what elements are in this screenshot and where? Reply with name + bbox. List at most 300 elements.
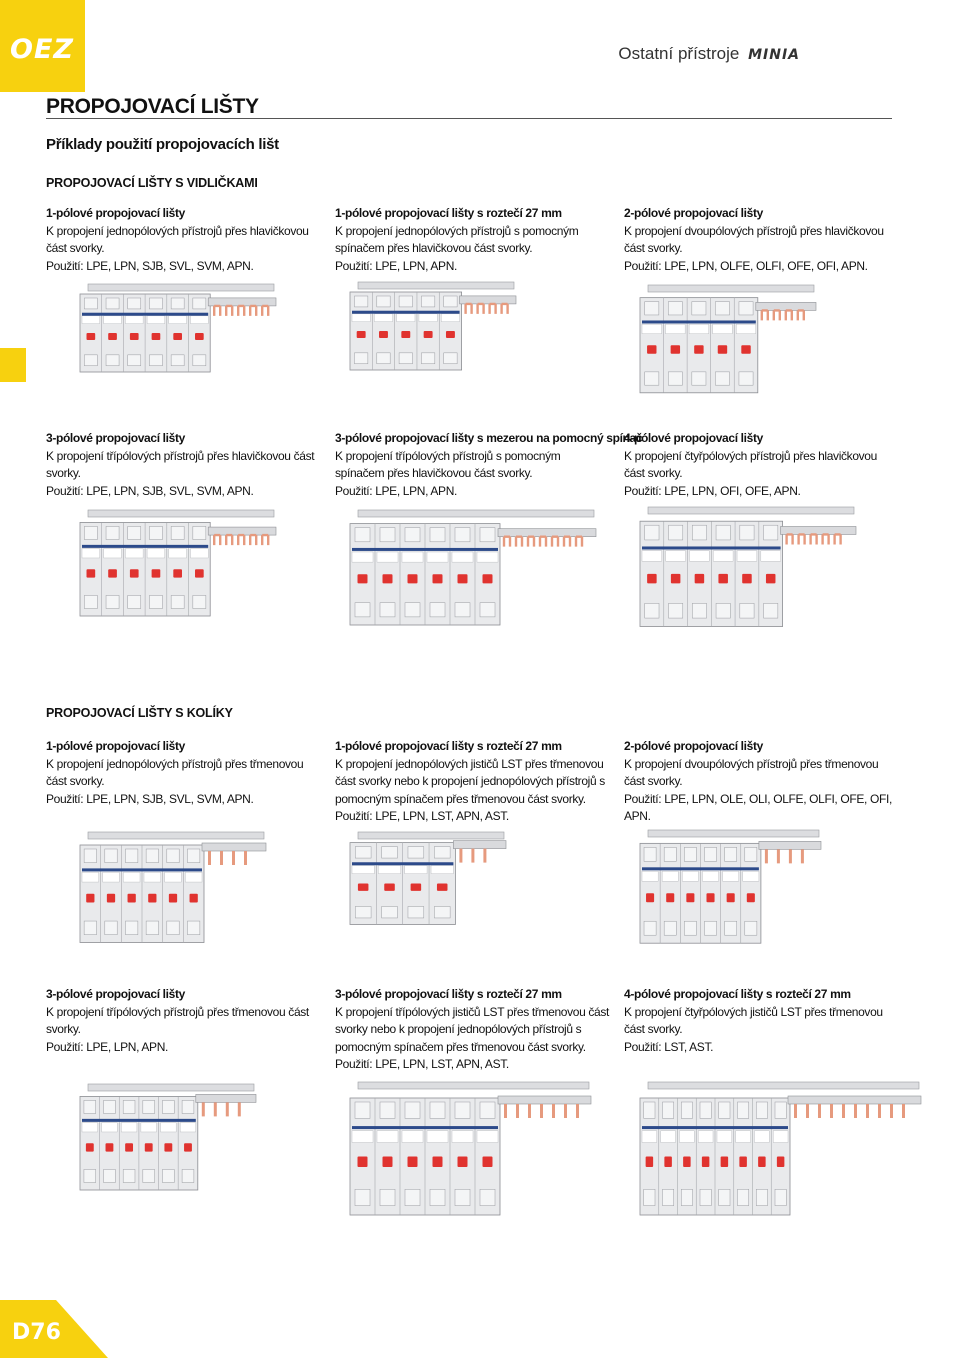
terminal-bottom (408, 906, 424, 917)
busbar (358, 510, 594, 517)
terminal-bottom (171, 355, 184, 366)
busbar-fork (226, 535, 232, 545)
terminal-top (405, 528, 420, 542)
terminal-top (84, 526, 97, 539)
breaker-handle (694, 345, 703, 354)
item-title: 3-pólové propojovací lišty s mezerou na pomocný spínač (335, 431, 643, 445)
header-category-label: Ostatní přístroje (618, 44, 740, 63)
terminal-top (756, 1102, 767, 1118)
device-drawing (70, 1082, 260, 1202)
section-heading-fork: PROPOJOVACÍ LIŠTY S VIDLIČKAMI (46, 176, 258, 190)
item-block (46, 986, 321, 1056)
busbar-pin (504, 1104, 507, 1118)
terminal-top (399, 296, 412, 307)
header-brand: MINIA (748, 47, 800, 63)
terminal-top (669, 525, 683, 540)
breaker-handle (721, 1157, 729, 1168)
busbar-fork (214, 535, 220, 545)
busbar-pin (471, 849, 474, 863)
busbar-fork (528, 537, 534, 547)
item-usage: Použití: LPE, LPN, APN. (335, 483, 458, 498)
terminal-top (355, 528, 370, 542)
busbar-extension (208, 298, 276, 306)
busbar-pin (866, 1104, 869, 1118)
terminal-top (480, 1102, 495, 1118)
item-description: K propojení jednopólových jističů LST přes třmenovou část svorky nebo k propojení jednopólových přístrojů s pomocným spínačem přes třmenovou část svorky. (335, 756, 605, 806)
terminal-top (380, 528, 395, 542)
breaker-handle (379, 331, 388, 338)
item-title: 3-pólové propojovací lišty s roztečí 27 mm (335, 987, 562, 1001)
device-drawing (630, 828, 825, 956)
busbar-illustration (70, 508, 280, 628)
breaker-handle (164, 1143, 172, 1151)
busbar-pin (459, 849, 462, 863)
item-block (624, 205, 899, 275)
terminal-top (444, 296, 457, 307)
terminal-bottom (668, 372, 682, 385)
terminal-top (355, 847, 371, 858)
terminal-bottom (380, 603, 395, 617)
terminal-top (104, 1100, 116, 1113)
busbar-pin (878, 1104, 881, 1118)
terminal-top (377, 296, 390, 307)
busbar-extension (788, 1096, 921, 1104)
item-title: 3-pólové propojovací lišty (46, 987, 185, 1001)
terminal-bottom (355, 603, 370, 617)
terminal-bottom (167, 921, 179, 935)
item-description: K propojení jednopólových přístrojů přes hlavičkovou část svorky. (46, 223, 309, 255)
breaker-handle (446, 331, 455, 338)
breaker-handle (702, 1157, 710, 1168)
busbar (358, 832, 504, 839)
breaker-handle (433, 574, 443, 583)
busbar-pin (902, 1104, 905, 1118)
item-usage: Použití: LPE, LPN, LST, APN, AST. (335, 1057, 509, 1071)
terminal-top (430, 1102, 445, 1118)
terminal-top (421, 296, 434, 307)
breaker-handle (747, 893, 755, 902)
terminal-top (738, 1102, 749, 1118)
terminal-bottom (684, 921, 696, 935)
busbar-pin (765, 849, 768, 863)
busbar-fork (811, 534, 817, 544)
busbar (648, 285, 814, 292)
busbar-illustration (340, 280, 520, 380)
breaker-handle (145, 1143, 153, 1151)
breaker-handle (718, 345, 727, 354)
device-drawing (340, 830, 510, 935)
busbar-pin (890, 1104, 893, 1118)
item-description: K propojení třípólových přístrojů přes hlavičkovou část svorky. (46, 448, 315, 480)
breaker-handle (384, 884, 395, 891)
item-description: K propojení jednopólových přístrojů přes třmenovou část svorky. (46, 756, 304, 788)
busbar-pin (818, 1104, 821, 1118)
breaker-handle (437, 884, 448, 891)
breaker-handle (458, 574, 468, 583)
terminal-bottom (764, 603, 778, 618)
terminal-bottom (704, 921, 716, 935)
busbar-fork (250, 535, 256, 545)
busbar-illustration (340, 830, 510, 935)
device-drawing (70, 508, 280, 628)
terminal-bottom (193, 595, 206, 608)
item-usage: Použití: LPE, LPN, APN. (335, 258, 458, 273)
item-usage: Použití: LPE, LPN, SJB, SVL, SVM, APN. (46, 791, 254, 806)
busbar-fork (540, 537, 546, 547)
busbar (648, 830, 819, 837)
breaker-handle (130, 569, 139, 577)
busbar-pin (483, 849, 486, 863)
busbar-pin (806, 1104, 809, 1118)
terminal-top (171, 298, 184, 309)
item-block (335, 205, 610, 275)
breaker-handle (424, 331, 433, 338)
terminal-top (644, 847, 656, 861)
breaker-handle (671, 345, 680, 354)
busbar-pin (220, 851, 223, 865)
terminal-top (355, 1102, 370, 1118)
breaker-handle (130, 333, 139, 340)
busbar-pin (214, 1102, 217, 1116)
terminal-bottom (399, 353, 412, 364)
busbar-illustration (630, 283, 820, 405)
busbar-fork (576, 537, 582, 547)
terminal-top (644, 1102, 655, 1118)
terminal-bottom (738, 1189, 749, 1205)
busbar-fork (226, 306, 232, 316)
terminal-bottom (382, 906, 398, 917)
terminal-bottom (716, 603, 730, 618)
terminal-bottom (644, 1189, 655, 1205)
terminal-top (775, 1102, 786, 1118)
item-block (624, 430, 899, 500)
breaker-handle (766, 574, 776, 583)
terminal-bottom (480, 603, 495, 617)
terminal-top (84, 849, 96, 863)
busbar-pin (232, 851, 235, 865)
item-description: K propojení třípólových jističů LST přes třmenovou část svorky nebo k propojení jednopólových přístrojů s pomocným spínačem přes třmenovou část svorky. (335, 1004, 610, 1054)
terminal-top (684, 847, 696, 861)
terminal-bottom (84, 921, 96, 935)
terminal-top (719, 1102, 730, 1118)
terminal-top (692, 525, 706, 540)
breaker-handle (190, 894, 198, 903)
breaker-handle (671, 574, 681, 583)
busbar-fork (502, 304, 508, 314)
device-drawing (340, 1080, 595, 1230)
item-title: 1-pólové propojovací lišty s roztečí 27 mm (335, 206, 562, 220)
item-block (46, 430, 321, 500)
breaker-handle (107, 894, 115, 903)
terminal-top (193, 298, 206, 309)
terminal-top (123, 1100, 135, 1113)
breaker-handle (358, 884, 369, 891)
item-title: 4-pólové propojovací lišty (624, 431, 763, 445)
terminal-bottom (663, 1189, 674, 1205)
terminal-bottom (146, 921, 158, 935)
terminal-top (182, 1100, 194, 1113)
breaker-handle (718, 574, 728, 583)
busbar-pin (516, 1104, 519, 1118)
terminal-bottom (669, 603, 683, 618)
busbar-pin (528, 1104, 531, 1118)
terminal-bottom (645, 372, 659, 385)
busbar-illustration (630, 828, 825, 956)
terminal-top (668, 302, 682, 315)
breaker-handle (686, 893, 694, 902)
terminal-bottom (664, 921, 676, 935)
busbar-illustration (630, 1080, 925, 1230)
terminal-bottom (692, 603, 706, 618)
busbar (88, 284, 274, 291)
device-drawing (630, 283, 820, 405)
busbar-illustration (70, 1082, 260, 1202)
breaker-handle (108, 333, 117, 340)
terminal-bottom (692, 372, 706, 385)
terminal-bottom (756, 1189, 767, 1205)
breaker-handle (664, 1157, 672, 1168)
item-block (624, 738, 899, 826)
page-title: PROPOJOVACÍ LIŠTY (46, 95, 259, 118)
busbar-fork (504, 537, 510, 547)
terminal-top (84, 298, 97, 309)
breaker-handle (483, 1157, 493, 1168)
busbar (648, 507, 854, 514)
busbar-fork (552, 537, 558, 547)
breaker-handle (401, 331, 410, 338)
busbar-fork (786, 310, 792, 320)
item-description: K propojení čtyřpólových jističů LST přes třmenovou část svorky. (624, 1004, 883, 1036)
busbar-fork (490, 304, 496, 314)
terminal-bottom (149, 355, 162, 366)
device-drawing (70, 830, 270, 955)
busbar-fork (250, 306, 256, 316)
section-heading-pin: PROPOJOVACÍ LIŠTY S KOLÍKY (46, 706, 233, 720)
terminal-top (408, 847, 424, 858)
breaker-handle (152, 333, 161, 340)
device-drawing (630, 1080, 925, 1230)
terminal-top (715, 302, 729, 315)
terminal-bottom (740, 603, 754, 618)
terminal-bottom (405, 603, 420, 617)
item-description: K propojení třípólových přístrojů s pomocným spínačem přes hlavičkovou část svorky. (335, 448, 561, 480)
breaker-handle (169, 894, 177, 903)
terminal-top (128, 526, 141, 539)
busbar-pin (208, 851, 211, 865)
busbar-extension (756, 302, 816, 310)
busbar-illustration (70, 282, 280, 382)
terminal-top (84, 1100, 96, 1113)
busbar-fork (798, 310, 804, 320)
breaker-handle (87, 569, 96, 577)
terminal-top (645, 525, 659, 540)
terminal-bottom (171, 595, 184, 608)
terminal-top (106, 526, 119, 539)
item-block (335, 738, 610, 826)
breaker-handle (358, 1157, 368, 1168)
item-title: 2-pólové propojovací lišty (624, 206, 763, 220)
item-usage: Použití: LPE, LPN, SJB, SVL, SVM, APN. (46, 258, 254, 273)
terminal-top (162, 1100, 174, 1113)
item-title: 4-pólové propojovací lišty s roztečí 27 mm (624, 987, 851, 1001)
busbar (358, 1082, 589, 1089)
terminal-top (167, 849, 179, 863)
terminal-bottom (128, 595, 141, 608)
terminal-top (149, 298, 162, 309)
busbar-pin (854, 1104, 857, 1118)
terminal-bottom (434, 906, 450, 917)
terminal-bottom (719, 1189, 730, 1205)
busbar-pin (244, 851, 247, 865)
breaker-handle (173, 569, 182, 577)
terminal-top (187, 849, 199, 863)
terminal-top (434, 847, 450, 858)
breaker-handle (647, 345, 656, 354)
busbar-pin (540, 1104, 543, 1118)
terminal-top (745, 847, 757, 861)
terminal-bottom (149, 595, 162, 608)
busbar-illustration (70, 830, 270, 955)
terminal-top (681, 1102, 692, 1118)
busbar-fork (238, 306, 244, 316)
terminal-top (146, 849, 158, 863)
breaker-handle (125, 1143, 133, 1151)
terminal-bottom (715, 372, 729, 385)
terminal-bottom (84, 595, 97, 608)
terminal-top (193, 526, 206, 539)
breaker-handle (106, 1143, 114, 1151)
breaker-handle (739, 1157, 747, 1168)
breaker-handle (152, 569, 161, 577)
item-block (335, 430, 643, 500)
terminal-top (143, 1100, 155, 1113)
busbar-fork (238, 535, 244, 545)
page-header-category (618, 44, 800, 64)
breaker-handle (483, 574, 493, 583)
terminal-bottom (84, 355, 97, 366)
oez-logo-text: OEZ (10, 34, 74, 65)
busbar-pin (794, 1104, 797, 1118)
breaker-handle (86, 894, 94, 903)
busbar-extension (498, 529, 596, 537)
breaker-handle (433, 1157, 443, 1168)
breaker-handle (695, 574, 705, 583)
terminal-bottom (455, 1189, 470, 1205)
terminal-bottom (187, 921, 199, 935)
item-block (624, 986, 899, 1056)
terminal-bottom (162, 1169, 174, 1182)
breaker-handle (742, 574, 752, 583)
busbar-fork (262, 535, 268, 545)
device-drawing (630, 505, 860, 640)
side-tab-marker (0, 348, 26, 382)
item-usage: Použití: LPE, LPN, APN. (46, 1039, 169, 1054)
terminal-bottom (143, 1169, 155, 1182)
busbar-fork (478, 304, 484, 314)
terminal-bottom (430, 603, 445, 617)
busbar-fork (564, 537, 570, 547)
terminal-bottom (123, 1169, 135, 1182)
terminal-top (128, 298, 141, 309)
breaker-handle (777, 1157, 785, 1168)
item-block (46, 738, 321, 808)
terminal-bottom (106, 355, 119, 366)
busbar-fork (516, 537, 522, 547)
busbar-fork (823, 534, 829, 544)
busbar (88, 832, 264, 839)
terminal-bottom (480, 1189, 495, 1205)
terminal-bottom (355, 1189, 370, 1205)
terminal-top (664, 847, 676, 861)
busbar-pin (777, 849, 780, 863)
busbar-extension (202, 843, 266, 851)
busbar-pin (202, 1102, 205, 1116)
item-usage: Použití: LPE, LPN, OLE, OLI, OLFE, OLFI, OFE, OFI, APN. (624, 791, 892, 823)
terminal-bottom (84, 1169, 96, 1182)
item-usage: Použití: LPE, LPN, OLFE, OLFI, OFE, OFI, APN. (624, 258, 868, 273)
breaker-handle (383, 1157, 393, 1168)
page-subtitle: Příklady použití propojovacích lišt (46, 136, 279, 153)
terminal-top (645, 302, 659, 315)
breaker-handle (358, 574, 368, 583)
terminal-top (480, 528, 495, 542)
busbar-fork (466, 304, 472, 314)
busbar-pin (226, 1102, 229, 1116)
terminal-top (739, 302, 753, 315)
terminal-bottom (430, 1189, 445, 1205)
item-usage: Použití: LPE, LPN, OFI, OFE, APN. (624, 483, 801, 498)
terminal-top (455, 1102, 470, 1118)
busbar-illustration (340, 508, 600, 638)
terminal-bottom (125, 921, 137, 935)
terminal-top (716, 525, 730, 540)
busbar (648, 1082, 919, 1089)
terminal-bottom (725, 921, 737, 935)
busbar-pin (238, 1102, 241, 1116)
item-description: K propojení čtyřpólových přístrojů přes hlavičkovou část svorky. (624, 448, 877, 480)
terminal-bottom (354, 353, 367, 364)
terminal-top (704, 847, 716, 861)
busbar-fork (214, 306, 220, 316)
terminal-bottom (421, 353, 434, 364)
breaker-handle (666, 893, 674, 902)
breaker-handle (758, 1157, 766, 1168)
terminal-bottom (739, 372, 753, 385)
item-title: 1-pólové propojovací lišty s roztečí 27 mm (335, 739, 562, 753)
breaker-handle (646, 893, 654, 902)
item-description: K propojení třípólových přístrojů přes třmenovou část svorky. (46, 1004, 309, 1036)
terminal-bottom (681, 1189, 692, 1205)
busbar-pin (552, 1104, 555, 1118)
busbar-pin (830, 1104, 833, 1118)
breaker-handle (647, 574, 657, 583)
busbar (88, 510, 274, 517)
terminal-bottom (444, 353, 457, 364)
breaker-handle (184, 1143, 192, 1151)
busbar-extension (498, 1096, 591, 1104)
terminal-bottom (105, 921, 117, 935)
breaker-handle (87, 333, 96, 340)
busbar-extension (759, 841, 821, 849)
breaker-handle (86, 1143, 94, 1151)
title-divider (46, 118, 892, 119)
terminal-bottom (380, 1189, 395, 1205)
busbar-illustration (630, 505, 860, 640)
terminal-top (171, 526, 184, 539)
terminal-top (740, 525, 754, 540)
busbar-extension (196, 1094, 256, 1102)
breaker-handle (741, 345, 750, 354)
